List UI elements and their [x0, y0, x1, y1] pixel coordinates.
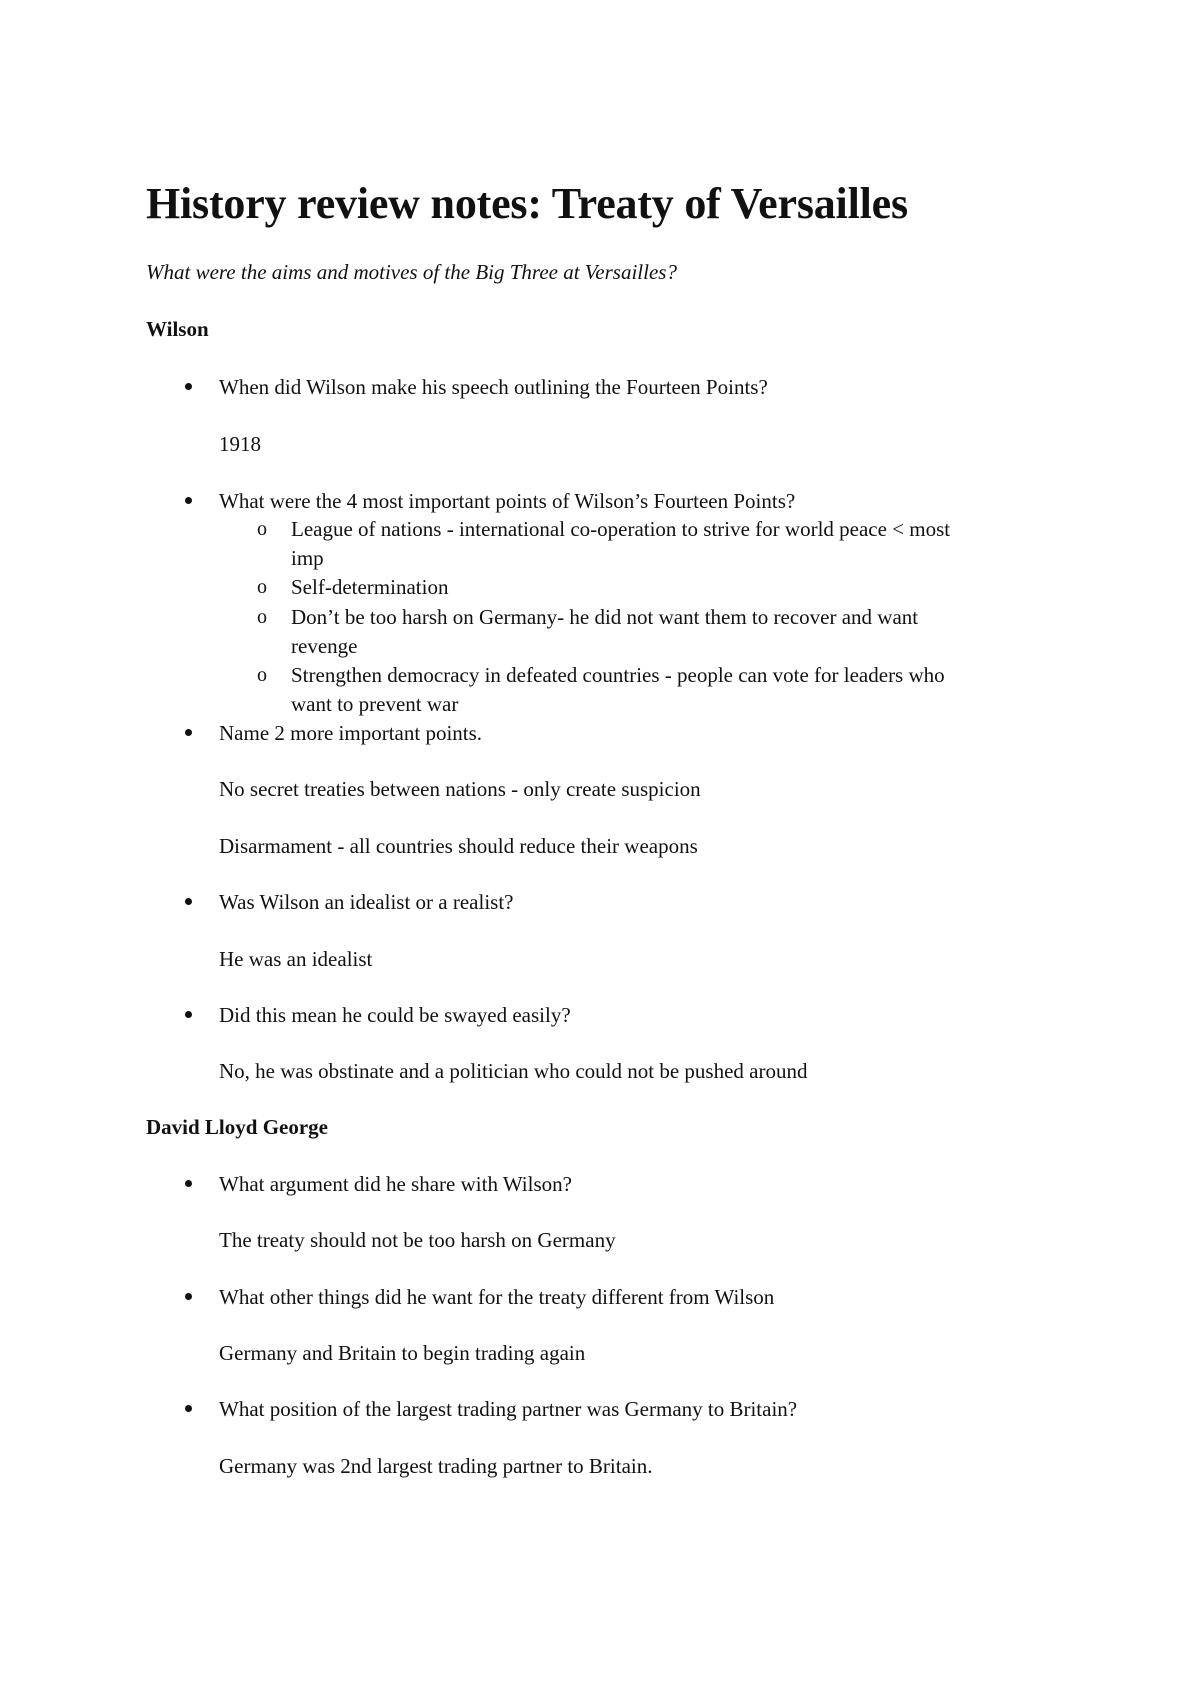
question-text: Did this mean he could be swayed easily?	[219, 1003, 571, 1027]
question-text: What argument did he share with Wilson?	[219, 1172, 572, 1196]
subpoint-text: League of nations - international co-operation to strive for world peace < most	[291, 517, 951, 541]
bullet-icon	[185, 898, 192, 905]
question-text: Name 2 more important points.	[219, 721, 483, 745]
answer-text: 1918	[219, 432, 261, 456]
sub-bullet-icon: o	[257, 664, 267, 686]
answer-text: No, he was obstinate and a politician who could not be pushed around	[219, 1059, 808, 1083]
answer-text: No secret treaties between nations - only create suspicion	[219, 777, 701, 801]
section-heading: David Lloyd George	[146, 1115, 328, 1139]
answer-text: Germany and Britain to begin trading again	[219, 1341, 586, 1365]
bullet-icon	[185, 729, 192, 736]
subpoint-text: imp	[291, 546, 324, 570]
bullet-icon	[185, 1405, 192, 1412]
answer-text: The treaty should not be too harsh on Germany	[219, 1228, 616, 1252]
bullet-icon	[185, 497, 192, 504]
question-text: When did Wilson make his speech outlining the Fourteen Points?	[219, 375, 768, 399]
question-text: What position of the largest trading partner was Germany to Britain?	[219, 1397, 798, 1421]
subpoint-text: Don’t be too harsh on Germany- he did not want them to recover and want	[291, 605, 919, 629]
bullet-icon	[185, 1293, 192, 1300]
subpoint-text: revenge	[291, 634, 358, 658]
page-title: History review notes: Treaty of Versailles	[146, 179, 908, 228]
bullet-icon	[185, 1011, 192, 1018]
answer-text: Disarmament - all countries should reduce their weapons	[219, 834, 698, 858]
bullet-icon	[185, 383, 192, 390]
subpoint-text: Strengthen democracy in defeated countries - people can vote for leaders who	[291, 663, 945, 687]
section-heading: Wilson	[146, 317, 209, 341]
answer-text: He was an idealist	[219, 947, 373, 971]
sub-bullet-icon: o	[257, 606, 267, 628]
sub-bullet-icon: o	[257, 576, 267, 598]
answer-text: Germany was 2nd largest trading partner to Britain.	[219, 1454, 653, 1478]
question-text: What were the 4 most important points of Wilson’s Fourteen Points?	[219, 489, 796, 513]
page-subtitle: What were the aims and motives of the Big Three at Versailles?	[146, 260, 677, 284]
subpoint-text: Self-determination	[291, 575, 449, 599]
bullet-icon	[185, 1180, 192, 1187]
sub-bullet-icon: o	[257, 518, 267, 540]
question-text: What other things did he want for the treaty different from Wilson	[219, 1285, 775, 1309]
question-text: Was Wilson an idealist or a realist?	[219, 890, 514, 914]
subpoint-text: want to prevent war	[291, 692, 459, 716]
